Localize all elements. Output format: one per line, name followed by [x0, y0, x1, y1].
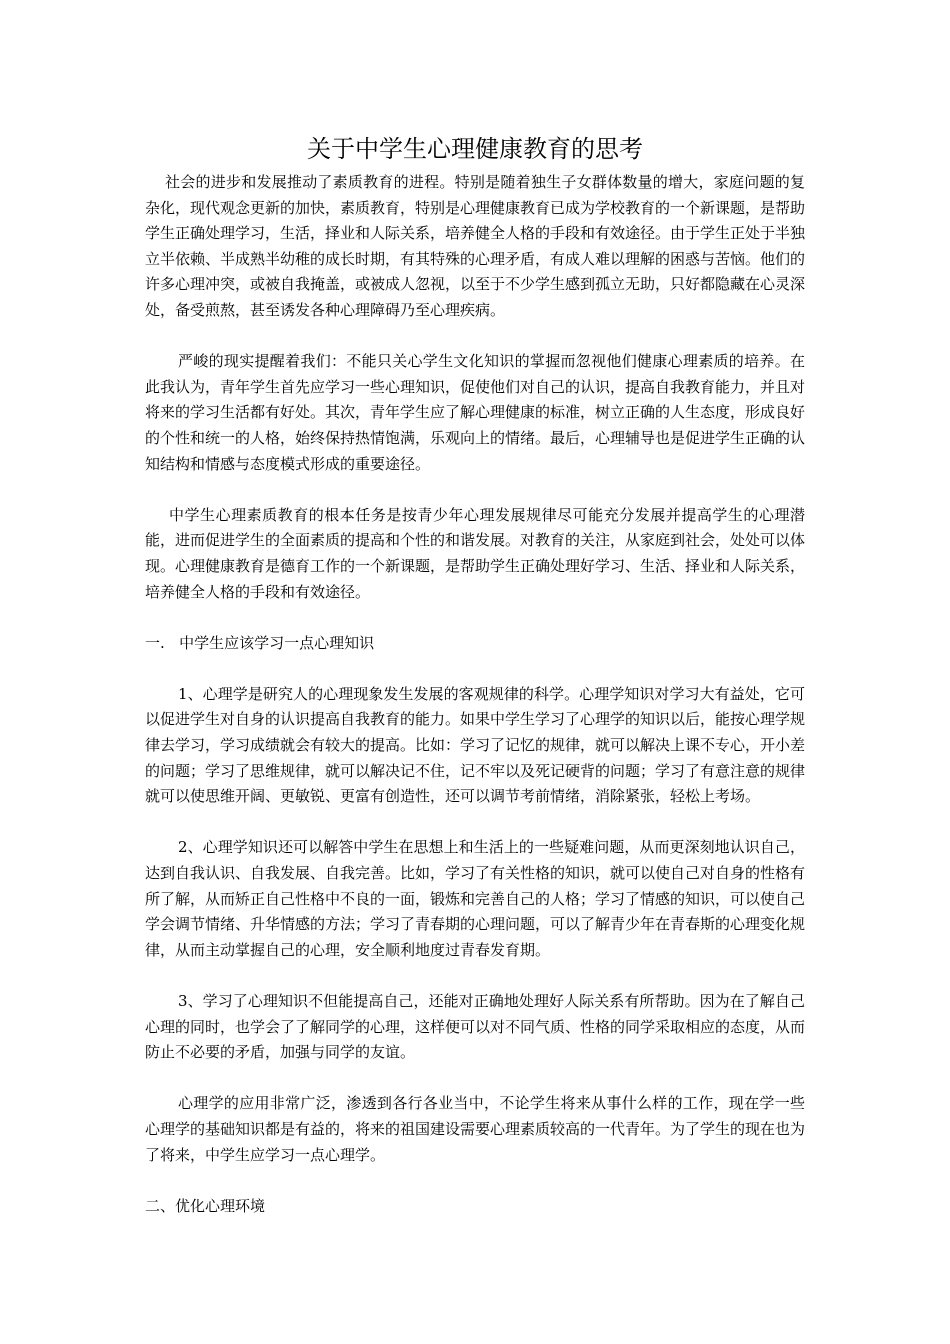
section-1-heading: 一. 中学生应该学习一点心理知识: [145, 633, 375, 652]
intro-paragraph-3: 中学生心理素质教育的根本任务是按青少年心理发展规律尽可能充分发展并提高学生的心理潜能，进而促进学生的全面素质的提高和个性的和谐发展。对教育的关注，从家庭到社会，处处可以体现。心理健康教育是德育工作的一个新课题，是帮助学生正确处理好学习、生活、择业和人际关系，培养健全人格的手段和有效途径。: [145, 505, 806, 601]
document-page: [145, 132, 805, 1219]
section-1-paragraph-2: 2、心理学知识还可以解答中学生在思想上和生活上的一些疑难问题，从而更深刻地认识自己，达到自我认识、自我发展、自我完善。比如，学习了有关性格的知识，就可以使自己对自身的性格有所了解，从而矫正自己性格中不良的一面，锻炼和完善自己的人格；学习了情感的知识，可以使自己学会调节情绪、升华情感的方法；学习了青春期的心理问题，可以了解青少年在青春斯的心理变化规律，从而主动掌握自己的心理，安全顺利地度过青春发育期。: [145, 838, 806, 959]
section-2-heading: 二、优化心理环境: [145, 1196, 266, 1215]
paragraph-spacer: [145, 656, 805, 682]
intro-paragraph-1: 社会的进步和发展推动了素质教育的进程。特别是随着独生子女群体数量的增大，家庭问题的复杂化，现代观念更新的加快，素质教育，特别是心理健康教育已成为学校教育的一个新课题，是帮助学生正确处理学习，生活，择业和人际关系，培养健全人格的手段和有效途径。由于学生正处于半独立半依赖、半成熟半幼稚的成长时期，有其特殊的心理矛盾，有成人难以理解的困惑与苦恼。他们的许多心理冲突，或被自我掩盖，或被成人忽视，以至于不少学生感到孤立无助，只好都隐藏在心灵深处，备受煎熬，甚至诱发各种心理障碍乃至心理疾病。: [145, 173, 806, 319]
document-title: 关于中学生心理健康教育的思考: [307, 135, 643, 163]
paragraph-spacer: [145, 1066, 805, 1092]
paragraph-spacer: [145, 1168, 805, 1194]
paragraph-spacer: [145, 963, 805, 989]
intro-paragraph-2: 严峻的现实提醒着我们：不能只关心学生文化知识的掌握而忽视他们健康心理素质的培养。在此我认为，青年学生首先应学习一些心理知识，促使他们对自己的认识，提高自我教育能力，并且对将来的学习生活都有好处。其次，青年学生应了解心理健康的标准，树立正确的人生态度，形成良好的个性和统一的人格，始终保持热情饱满，乐观向上的情绪。最后，心理辅导也是促进学生正确的认知结构和情感与态度模式形成的重要途径。: [145, 352, 806, 473]
paragraph-spacer: [145, 324, 805, 350]
section-1-paragraph-4: 心理学的应用非常广泛，渗透到各行各业当中，不论学生将来从事什么样的工作，现在学一些心理学的基础知识都是有益的，将来的祖国建设需要心理素质较高的一代青年。为了学生的现在也为了将来，中学生应学习一点心理学。: [145, 1094, 806, 1164]
paragraph-spacer: [145, 605, 805, 631]
paragraph-spacer: [145, 477, 805, 503]
paragraph-spacer: [145, 810, 805, 836]
section-1-paragraph-1: 1、心理学是研究人的心理现象发生发展的客观规律的科学。心理学知识对学习大有益处，它可以促进学生对自身的认识提高自我教育的能力。如果中学生学习了心理学的知识以后，能按心理学规律去学习，学习成绩就会有较大的提高。比如：学习了记忆的规律，就可以解决上课不专心，开小差的问题；学习了思维规律，就可以解决记不住，记不牢以及死记硬背的问题；学习了有意注意的规律就可以使思维开阔、更敏锐、更富有创造性，还可以调节考前情绪，消除紧张，轻松上考场。: [145, 684, 806, 806]
section-1-paragraph-3: 3、学习了心理知识不但能提高自己，还能对正确地处理好人际关系有所帮助。因为在了解自己心理的同时，也学会了了解同学的心理，这样便可以对不同气质、性格的同学采取相应的态度，从而防止不必要的矛盾，加强与同学的友谊。: [145, 992, 806, 1062]
